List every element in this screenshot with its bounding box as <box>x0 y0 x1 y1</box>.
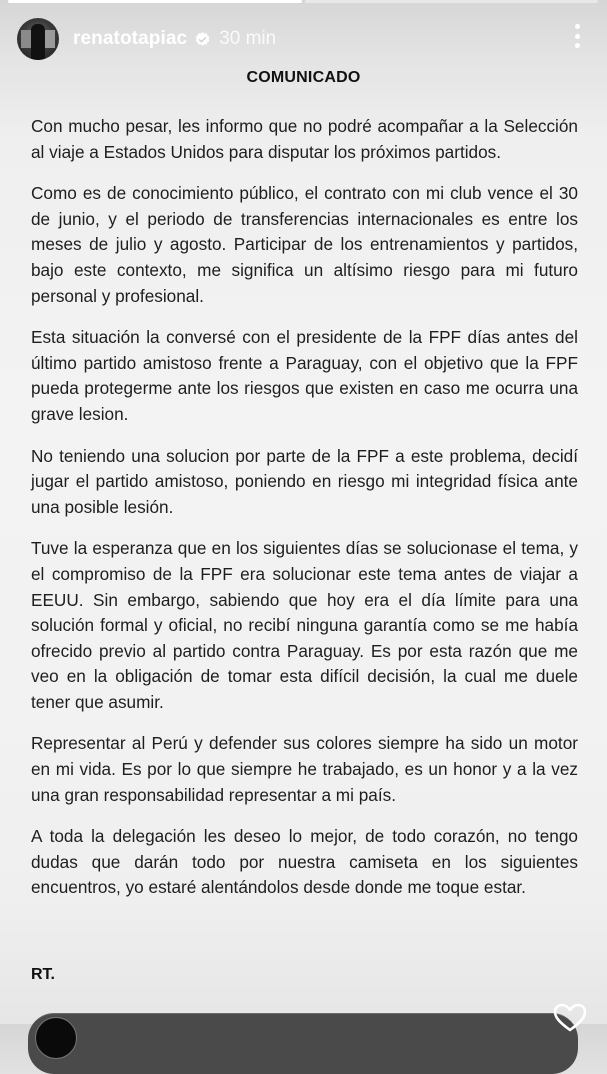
paragraph: Representar al Perú y defender sus colores siempre ha sido un motor en mi vida. Es por lo que siempre he trabajado, es un honor y a la vez una gran responsabilidad representar a mi país. <box>31 733 578 805</box>
statement-body <box>31 114 578 917</box>
more-options-button[interactable] <box>573 24 581 48</box>
more-vertical-icon <box>575 34 580 39</box>
progress-segment-1 <box>8 0 302 3</box>
avatar-background <box>45 30 55 48</box>
verified-badge-icon <box>194 31 211 48</box>
story-progress-bar <box>8 0 598 3</box>
document-title: COMUNICADO <box>246 69 361 86</box>
paragraph: No teniendo una solucion por parte de la FPF a este problema, decidí jugar el partido amistoso, poniendo en riesgo mi integridad física ante una posible lesión. <box>31 445 578 517</box>
paragraph: Esta situación la conversé con el presidente de la FPF días antes del último partido amistoso frente a Paraguay, con el objetivo que la FPF pueda protegerme ante los riesgos que existen en caso me ocurra una grave lesion. <box>31 327 578 424</box>
avatar-person <box>31 24 45 60</box>
signature: RT. <box>31 966 55 983</box>
username[interactable]: renatotapiac <box>73 28 188 49</box>
paragraph: A toda la delegación les deseo lo mejor, de todo corazón, no tengo dudas que darán todo por nuestra camiseta en los siguientes encuentros, yo estaré alentándolos desde donde me toque estar. <box>31 826 578 898</box>
paragraph: Como es de conocimiento público, el contrato con mi club vence el 30 de junio, y el periodo de transferencias internacionales es entre los meses de julio y agosto. Participar de los entrenamientos y partidos, bajo este contexto, me significa un altísimo riesgo para mi futuro personal y profesional. <box>31 183 578 306</box>
reply-input[interactable] <box>28 1013 578 1074</box>
avatar[interactable] <box>17 18 59 60</box>
more-vertical-icon <box>575 24 580 29</box>
camera-icon[interactable] <box>35 1017 77 1059</box>
timestamp: 30 min <box>219 28 277 49</box>
paragraph: Tuve la esperanza que en los siguientes días se solucionase el tema, y el compromiso de la FPF era solucionar este tema antes de viajar a EEUU. Sin embargo, sabiendo que hoy era el día límite para una solución formal y oficial, no recibí ninguna garantía como se me había ofrecido previo al partido contra Paraguay. Es por esta razón que me veo en la obligación de tomar esta difícil decisión, la cual me duele tener que asumir. <box>31 538 578 712</box>
avatar-background <box>21 30 31 48</box>
more-vertical-icon <box>575 43 580 48</box>
heart-icon[interactable] <box>553 1003 587 1033</box>
progress-segment-2 <box>305 0 599 3</box>
paragraph: Con mucho pesar, les informo que no podré acompañar a la Selección al viaje a Estados Unidos para disputar los próximos partidos. <box>31 116 578 162</box>
story-header <box>17 16 587 62</box>
